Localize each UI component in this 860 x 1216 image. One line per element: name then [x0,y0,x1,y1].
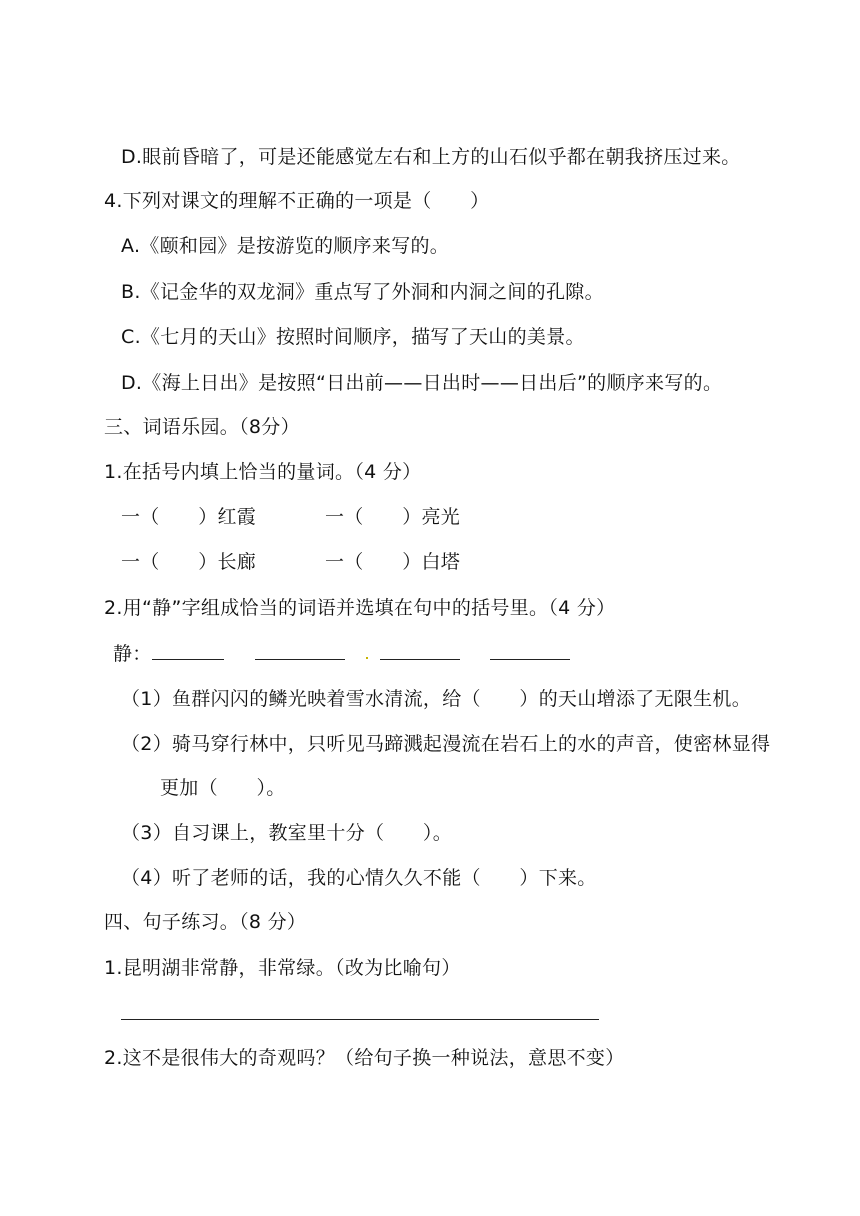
section4-q2: 2.这不是很伟大的奇观吗？（给句子换一种说法，意思不变） [104,1047,625,1069]
jing-sentence-4: （4）听了老师的话，我的心情久久不能（ ）下来。 [121,867,597,889]
q4-option-c: C.《七月的天山》按照时间顺序，描写了天山的美景。 [121,326,585,348]
q4-option-b: B.《记金华的双龙洞》重点写了外洞和内洞之间的孔隙。 [121,281,604,303]
answer-blank-1[interactable] [152,659,224,660]
answer-blank-3[interactable] [380,659,460,660]
q4-option-a: A.《颐和园》是按游览的顺序来写的。 [121,235,450,257]
stray-dot [366,657,368,659]
section4-title: 四、句子练习。（8 分） [104,911,307,933]
jing-sentence-2: （2）骑马穿行林中，只听见马蹄溅起漫流在岩石上的水的声音，使密林显得 [121,733,771,755]
q4-stem: 4.下列对课文的理解不正确的一项是（ ） [104,190,490,212]
measure-word-item-2: 一（ ）亮光 [325,506,461,528]
jing-sentence-2-cont: 更加（ ）。 [160,777,286,799]
answer-line-q1[interactable] [121,1019,599,1020]
measure-word-item-4: 一（ ）白塔 [325,551,461,573]
answer-blank-2[interactable] [255,659,345,660]
jing-sentence-1: （1）鱼群闪闪的鳞光映着雪水清流，给（ ）的天山增添了无限生机。 [121,688,751,710]
q4-option-d: D.《海上日出》是按照“日出前——日出时——日出后”的顺序来写的。 [121,372,723,394]
jing-sentence-3: （3）自习课上，教室里十分（ ）。 [121,822,452,844]
measure-word-item-1: 一（ ）红霞 [121,506,257,528]
jing-label: 静： [113,643,152,665]
section3-title: 三、词语乐园。（8分） [104,416,300,438]
q3-option-d: D.眼前昏暗了，可是还能感觉左右和上方的山石似乎都在朝我挤压过来。 [121,146,741,168]
section4-q1: 1.昆明湖非常静，非常绿。（改为比喻句） [104,957,461,979]
answer-blank-4[interactable] [490,659,570,660]
measure-word-item-3: 一（ ）长廊 [121,551,257,573]
section3-q2-stem: 2.用“静”字组成恰当的词语并选填在句中的括号里。（4 分） [104,597,616,619]
section3-q1-stem: 1.在括号内填上恰当的量词。（4 分） [104,461,422,483]
